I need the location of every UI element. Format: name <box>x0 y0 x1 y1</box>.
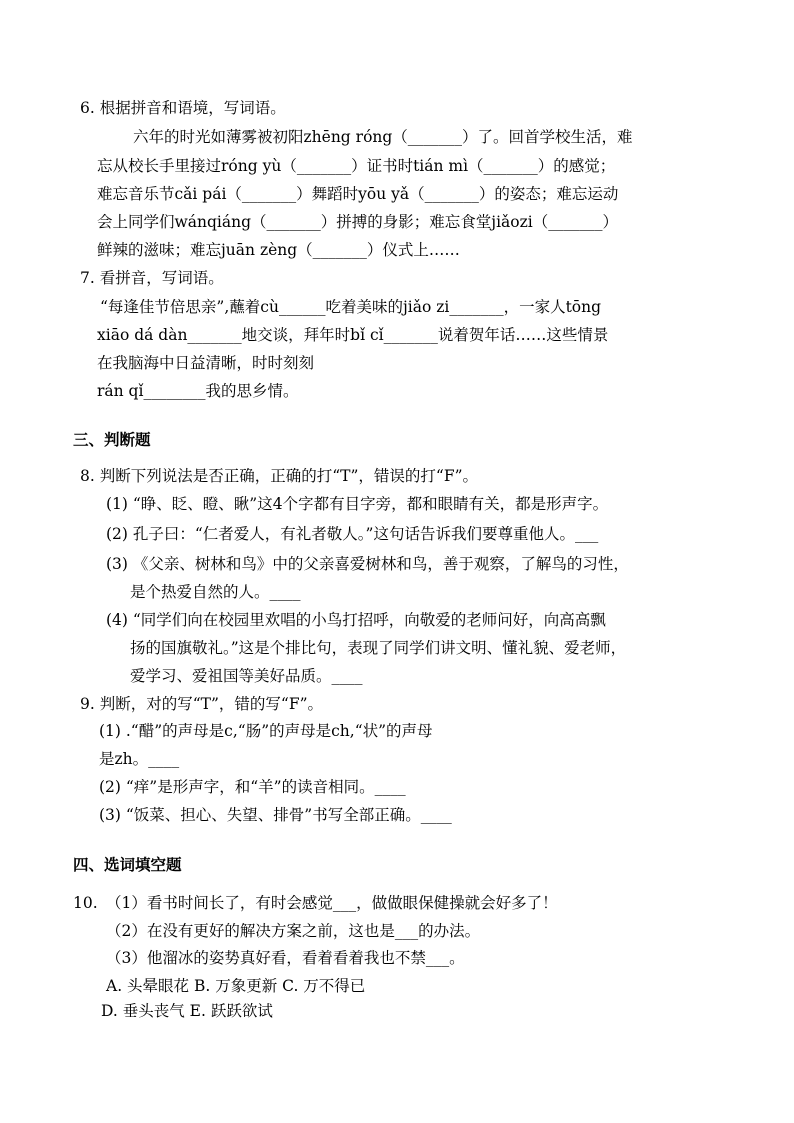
q8-title: 8. 判断下列说法是否正确，正确的打“T”，错误的打“F”。 <box>80 467 479 485</box>
q7-line-4: rán qǐ________我的思乡情。 <box>97 382 299 400</box>
q6-line-2: 忘从校长手里接过róng yù（_______）证书时tián mì（_______）的感觉； <box>97 157 616 175</box>
q9-item-3: (3) “饭菜、担心、失望、排骨”书写全部正确。____ <box>99 806 452 824</box>
q8-item-2: (2) 孔子曰：“仁者爱人，有礼者敬人。”这句话告诉我们要尊重他人。___ <box>106 525 599 543</box>
q6-line-4: 会上同学们wánqiáng（_______）拼搏的身影；难忘食堂jiǎozi（_______） <box>97 213 618 231</box>
q7-line-3: 在我脑海中日益清晰，时时刻刻 <box>97 354 315 372</box>
q10-item-2: （2）在没有更好的解决方案之前，这也是___的办法。 <box>106 922 481 940</box>
q6-line-3: 难忘音乐节cǎi pái（_______）舞蹈时yōu yǎ（_______）的姿态；难忘运动 <box>97 185 619 203</box>
q8-item-1: (1) “睁、眨、瞪、瞅”这4个字都有目字旁，都和眼睛有关，都是形声字。 <box>106 495 609 513</box>
q9-item-2: (2) “痒”是形声字，和“羊”的读音相同。____ <box>99 778 406 796</box>
q10-number: 10. <box>73 894 98 912</box>
q8-item-3-cont: 是个热爱自然的人。____ <box>130 583 301 601</box>
q9-item-1-cont: 是zh。____ <box>99 750 180 768</box>
section4-heading: 四、选词填空题 <box>73 856 182 874</box>
q7-line-2: xiāo dá dàn_______地交谈，拜年时bǐ cǐ_______说着贺年话……这些情景 <box>97 326 609 344</box>
section3-heading: 三、判断题 <box>73 431 151 449</box>
q8-item-4: (4) “同学们向在校园里欢唱的小鸟打招呼，向敬爱的老师问好，向高高飘 <box>106 611 606 629</box>
q10-options-row-2: D. 垂头丧气 E. 跃跃欲试 <box>101 1002 273 1020</box>
q7-title: 7. 看拼音，写词语。 <box>80 269 224 287</box>
q10-options-row-1: A. 头晕眼花 B. 万象更新 C. 万不得已 <box>106 977 366 995</box>
q8-item-3: (3) 《父亲、树林和鸟》中的父亲喜爱树林和鸟，善于观察，了解鸟的习性， <box>106 555 629 573</box>
q10-item-1: （1）看书时间长了，有时会感觉___，做做眼保健操就会好多了！ <box>106 894 558 912</box>
q9-title: 9. 判断，对的写“T”，错的写“F”。 <box>80 695 324 713</box>
q8-item-4-cont-1: 扬的国旗敬礼。”这是个排比句，表现了同学们讲文明、懂礼貌、爱老师， <box>130 639 627 657</box>
q8-item-4-cont-2: 爱学习、爱祖国等美好品质。____ <box>130 667 363 685</box>
q10-item-3: （3）他溜冰的姿势真好看，看着看着我也不禁___。 <box>106 949 465 967</box>
q7-line-1: “每逢佳节倍思亲”,蘸着cù______吃着美味的jiǎo zi_______，一家人tōng <box>100 298 602 316</box>
q6-line-5: 鲜辣的滋味；难忘juān zèng（_______）仪式上…… <box>97 241 460 259</box>
q6-title: 6. 根据拼音和语境，写词语。 <box>80 99 286 117</box>
q9-item-1: (1) .“醋”的声母是c,“肠”的声母是ch,“状”的声母 <box>99 722 433 740</box>
q6-line-1: 六年的时光如薄雾被初阳zhēng róng（_______）了。回首学校生活，难 <box>133 128 633 146</box>
